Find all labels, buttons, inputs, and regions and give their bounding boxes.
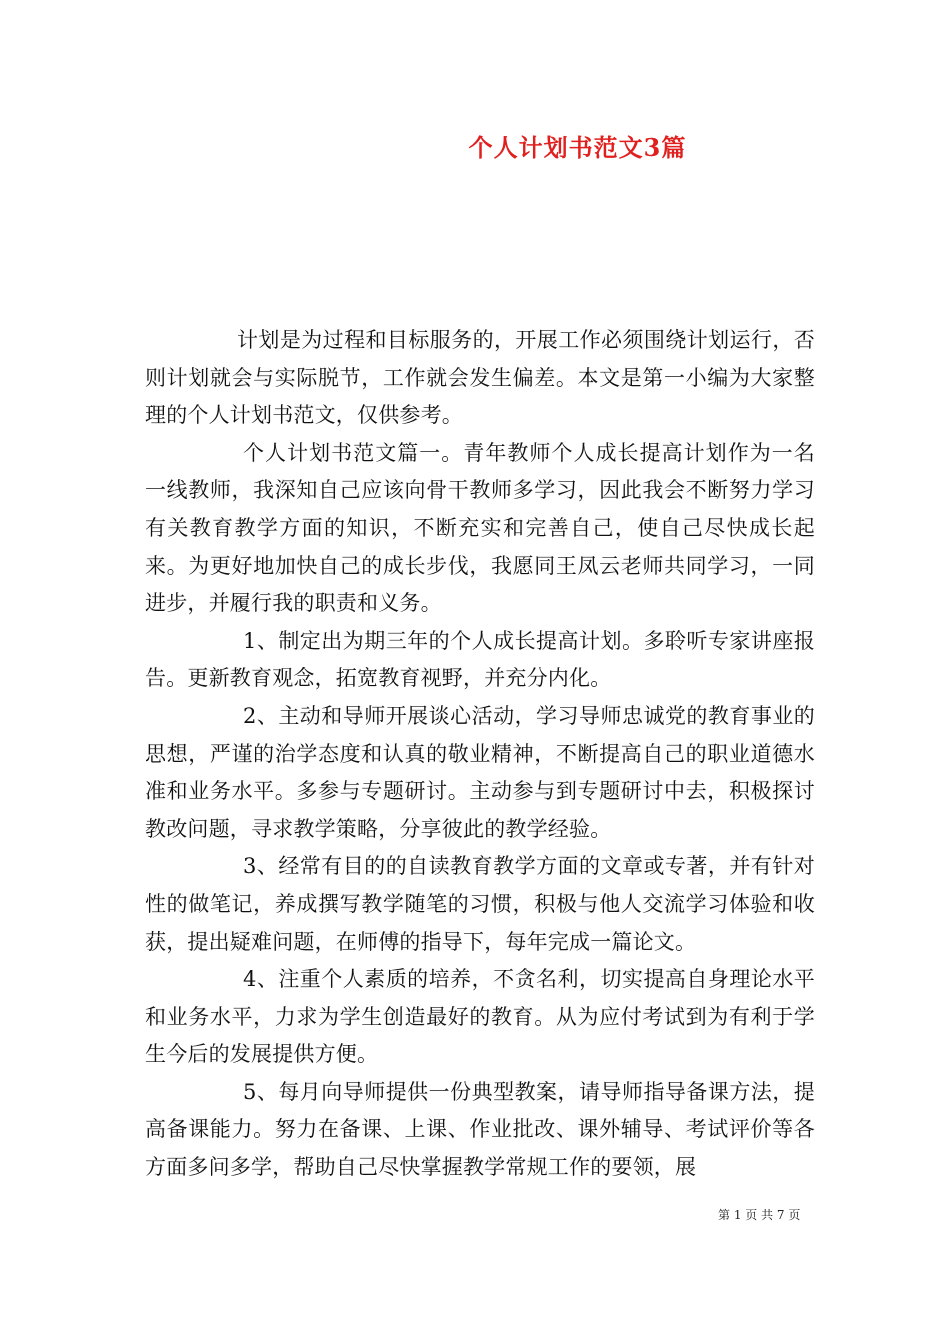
paragraph-item-5: 5、每月向导师提供一份典型教案，请导师指导备课方法，提高备课能力。努力在备课、上课、作业批改、课外辅导、考试评价等各方面多问多学，帮助自己尽快掌握教学常规工作的要领，展 — [145, 1079, 815, 1180]
paragraph-plan-one: 个人计划书范文篇一。青年教师个人成长提高计划作为一名一线教师，我深知自己应该向骨干教师多学习，因此我会不断努力学习有关教育教学方面的知识，不断充实和完善自己，使自己尽快成长起来。为更好地加快自己的成长步伐，我愿同王凤云老师共同学习，一同进步，并履行我的职责和义务。 — [145, 440, 815, 616]
page-number-footer: 第 1 页 共 7 页 — [718, 1208, 801, 1222]
paragraph-item-2: 2、主动和导师开展谈心活动，学习导师忠诚党的教育事业的思想，严谨的治学态度和认真的敬业精神，不断提高自己的职业道德水准和业务水平。多参与专题研讨。主动参与到专题研讨中去，积极探讨教改问题，寻求教学策略，分享彼此的教学经验。 — [145, 703, 815, 841]
document-body — [145, 322, 815, 1187]
paragraph-intro: 计划是为过程和目标服务的，开展工作必须围绕计划运行，否则计划就会与实际脱节，工作就会发生偏差。本文是第一小编为大家整理的个人计划书范文，仅供参考。 — [145, 328, 815, 428]
paragraph-item-3: 3、经常有目的的自读教育教学方面的文章或专著，并有针对性的做笔记，养成撰写教学随笔的习惯，积极与他人交流学习体验和收获，提出疑难问题，在师傅的指导下，每年完成一篇论文。 — [145, 854, 815, 954]
paragraph-item-1: 1、制定出为期三年的个人成长提高计划。多聆听专家讲座报告。更新教育观念，拓宽教育视野，并充分内化。 — [145, 628, 815, 691]
paragraph-item-4: 4、注重个人素质的培养，不贪名利，切实提高自身理论水平和业务水平，力求为学生创造最好的教育。从为应付考试到为有利于学生今后的发展提供方便。 — [145, 967, 815, 1067]
page-title: 个人计划书范文3篇 — [468, 133, 687, 162]
